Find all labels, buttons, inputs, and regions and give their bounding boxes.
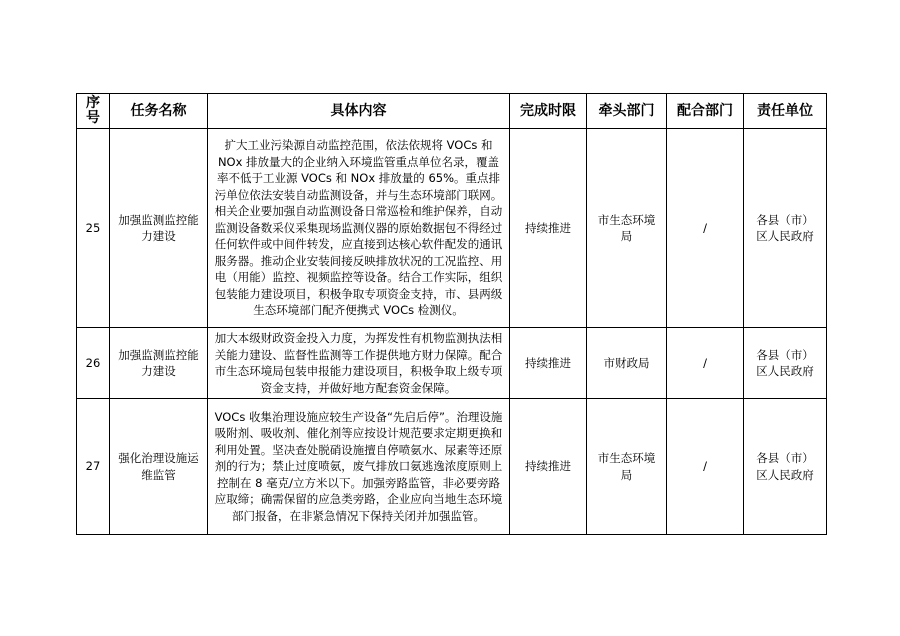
row-seq: 26 — [77, 328, 110, 399]
row-task: 加强监测监控能力建设 — [110, 328, 208, 399]
header-content: 具体内容 — [208, 94, 510, 129]
row-deadline: 持续推进 — [510, 129, 587, 328]
row-deadline: 持续推进 — [510, 399, 587, 535]
row-seq: 27 — [77, 399, 110, 535]
row-lead: 市生态环境局 — [587, 399, 667, 535]
row-content: 加大本级财政资金投入力度，为挥发性有机物监测执法相关能力建设、监督性监测等工作提供地方财力保障。配合市生态环境局包装申报能力建设项目，积极争取上级专项资金支持，并做好地方配套资金保障。 — [208, 328, 510, 399]
row-deadline: 持续推进 — [510, 328, 587, 399]
table-row — [77, 129, 827, 328]
row-lead: 市财政局 — [587, 328, 667, 399]
task-table — [76, 93, 827, 535]
row-resp: 各县（市）区人民政府 — [744, 129, 827, 328]
row-content: 扩大工业污染源自动监控范围，依法依规将 VOCs 和 NOx 排放量大的企业纳入环境监管重点单位名录，覆盖率不低于工业源 VOCs 和 NOx 排放量的 65%。重点排污单位依法安装自动监测设备，并与生态环境部门联网。相关企业要加强自动监测设备日常巡检和维护保养，自动监测设备数采仪采集现场监测仪器的原始数据包不得经过任何软件或中间件转发，应直接到达核心软件配发的通讯服务器。推动企业安装间接反映排放状况的工况监控、用电（用能）监控、视频监控等设备。结合工作实际，组织包装能力建设项目，积极争取专项资金支持，市、县两级生态环境部门配齐便携式 VOCs 检测仪。 — [208, 129, 510, 328]
header-task: 任务名称 — [110, 94, 208, 129]
header-resp: 责任单位 — [744, 94, 827, 129]
row-coop: / — [667, 328, 744, 399]
row-coop: / — [667, 129, 744, 328]
header-seq: 序号 — [77, 94, 110, 129]
row-coop: / — [667, 399, 744, 535]
table-row — [77, 399, 827, 535]
table-header-row — [77, 94, 827, 129]
row-content: VOCs 收集治理设施应较生产设备“先启后停”。治理设施吸附剂、吸收剂、催化剂等应按设计规范要求定期更换和利用处置。坚决查处脱硝设施擅自停喷氨水、尿素等还原剂的行为；禁止过度喷氨，废气排放口氨逃逸浓度原则上控制在 8 毫克/立方米以下。加强旁路监管，非必要旁路应取缔；确需保留的应急类旁路，企业应向当地生态环境部门报备，在非紧急情况下保持关闭并加强监管。 — [208, 399, 510, 535]
header-coop: 配合部门 — [667, 94, 744, 129]
row-task: 加强监测监控能力建设 — [110, 129, 208, 328]
header-lead: 牵头部门 — [587, 94, 667, 129]
table-row — [77, 328, 827, 399]
row-seq: 25 — [77, 129, 110, 328]
row-resp: 各县（市）区人民政府 — [744, 399, 827, 535]
row-resp: 各县（市）区人民政府 — [744, 328, 827, 399]
header-deadline: 完成时限 — [510, 94, 587, 129]
row-task: 强化治理设施运维监管 — [110, 399, 208, 535]
row-lead: 市生态环境局 — [587, 129, 667, 328]
